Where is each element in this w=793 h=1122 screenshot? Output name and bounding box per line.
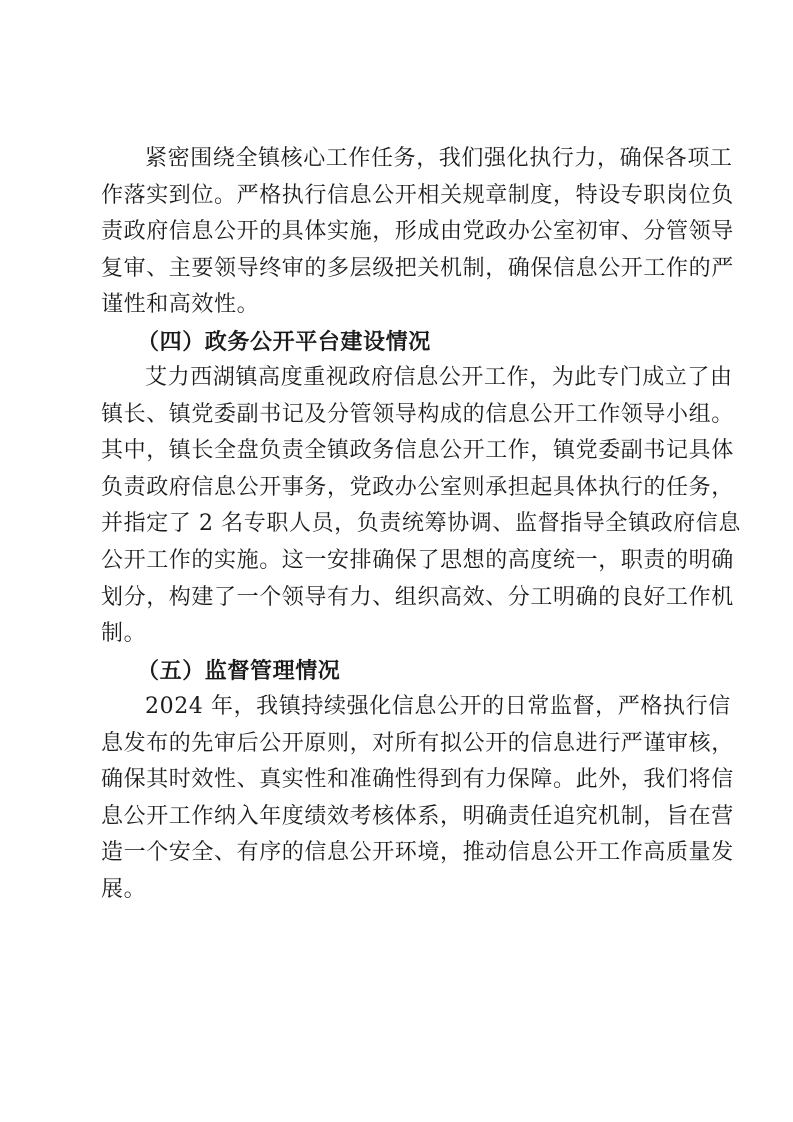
para2-line: 其中，镇长全盘负责全镇政务信息公开工作，镇党委副书记具体 <box>101 438 734 464</box>
section-heading-5: （五）监督管理情况 <box>137 657 341 684</box>
para2-line: 划分，构建了一个领导有力、组织高效、分工明确的良好工作机 <box>101 584 734 610</box>
para2-line: 镇长、镇党委副书记及分管领导构成的信息公开工作领导小组。 <box>101 401 734 427</box>
para1-line: 作落实到位。严格执行信息公开相关规章制度，特设专职岗位负 <box>101 182 734 208</box>
para3-line: 息发布的先审后公开原则，对所有拟公开的信息进行严谨审核， <box>101 730 734 756</box>
para2-line: 艾力西湖镇高度重视政府信息公开工作，为此专门成立了由 <box>145 365 733 391</box>
para1-line: 复审、主要领导终审的多层级把关机制，确保信息公开工作的严 <box>101 255 734 281</box>
para1-line: 紧密围绕全镇核心工作任务，我们强化执行力，确保各项工 <box>145 146 733 171</box>
document-body <box>101 141 741 908</box>
para3-line: 2024 年，我镇持续强化信息公开的日常监督，严格执行信 <box>145 694 731 720</box>
para2-line: 制。 <box>101 621 147 647</box>
para3-line: 造一个安全、有序的信息公开环境，推动信息公开工作高质量发 <box>101 840 734 866</box>
para2-line: 并指定了 2 名专职人员，负责统筹协调、监督指导全镇政府信息 <box>101 511 741 537</box>
section-heading-4: （四）政务公开平台建设情况 <box>137 328 431 355</box>
para2-line: 负责政府信息公开事务，党政办公室则承担起具体执行的任务， <box>101 474 734 500</box>
para3-line: 展。 <box>101 876 147 902</box>
para3-line: 确保其时效性、真实性和准确性得到有力保障。此外，我们将信 <box>101 767 734 793</box>
para1-line: 谨性和高效性。 <box>101 292 260 318</box>
para1-line: 责政府信息公开的具体实施，形成由党政办公室初审、分管领导 <box>101 219 734 245</box>
para2-line: 公开工作的实施。这一安排确保了思想的高度统一，职责的明确 <box>101 548 734 574</box>
para3-line: 息公开工作纳入年度绩效考核体系，明确责任追究机制，旨在营 <box>101 803 734 829</box>
